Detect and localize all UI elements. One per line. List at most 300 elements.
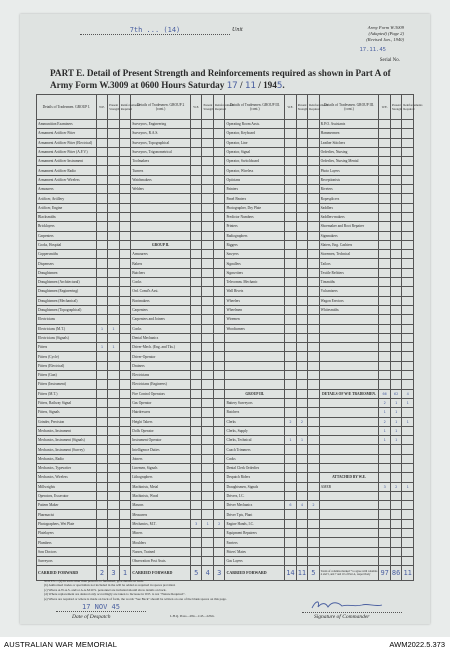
reinforcement-value <box>119 315 130 324</box>
we-value <box>190 231 201 240</box>
reinforcement-value <box>402 436 414 445</box>
we-value <box>96 445 107 454</box>
reinforcement-value <box>308 380 319 389</box>
we-value <box>379 157 390 166</box>
we-value <box>285 380 296 389</box>
present-value <box>296 482 307 491</box>
we-value <box>285 361 296 370</box>
we-value <box>379 547 390 556</box>
table-row <box>37 120 414 129</box>
we-value <box>285 287 296 296</box>
reinforcement-value <box>308 268 319 277</box>
title-month: 11 <box>244 79 256 91</box>
reinforcement-value <box>308 426 319 435</box>
trade-label: Machinists, Metal <box>131 482 191 491</box>
reinforcement-value <box>213 417 224 426</box>
we-value: 66 <box>379 389 390 398</box>
table-row <box>37 231 414 240</box>
present-value <box>390 315 401 324</box>
present-value <box>296 408 307 417</box>
we-value <box>379 343 390 352</box>
trade-label: Whitesmiths <box>319 305 379 314</box>
present-value <box>296 333 307 342</box>
present-value <box>202 473 213 482</box>
reinforcement-value <box>308 352 319 361</box>
trade-label: Draughtsmen, Signals <box>225 482 285 491</box>
trade-label: Surveyors, Trigonometrical <box>131 147 191 156</box>
reinforcement-value <box>402 259 414 268</box>
reinforcement-value <box>308 408 319 417</box>
reinforcement-value <box>119 231 130 240</box>
we-value <box>285 510 296 519</box>
present-value <box>108 315 119 324</box>
reinforcement-value <box>308 538 319 547</box>
we-value <box>285 556 296 565</box>
present-value <box>108 194 119 203</box>
table-row <box>37 491 414 500</box>
we-value <box>96 454 107 463</box>
reinforcement-value <box>119 436 130 445</box>
we-value <box>285 203 296 212</box>
present-value <box>296 250 307 259</box>
reinforcement-value <box>402 343 414 352</box>
reinforcement-value <box>213 250 224 259</box>
present-value: 1 <box>296 436 307 445</box>
trade-label: Opticians <box>225 175 285 184</box>
table-row <box>37 538 414 547</box>
present-value <box>108 389 119 398</box>
we-value <box>285 231 296 240</box>
we-value <box>379 175 390 184</box>
table-row <box>37 482 414 491</box>
we-value <box>96 547 107 556</box>
trade-label <box>225 371 285 380</box>
reinforcement-value <box>213 147 224 156</box>
we-value <box>379 333 390 342</box>
table-row <box>37 250 414 259</box>
reinforcement-value <box>213 398 224 407</box>
present-value <box>202 259 213 268</box>
we-value <box>96 473 107 482</box>
we-value <box>379 491 390 500</box>
trade-label: Operating Room Assts. <box>225 120 285 129</box>
reinforcement-value <box>402 538 414 547</box>
present-value <box>296 538 307 547</box>
cf-g4-we: 97 <box>379 566 390 581</box>
present-value <box>296 398 307 407</box>
reinforcement-value <box>402 222 414 231</box>
present-value <box>390 333 401 342</box>
present-value <box>108 463 119 472</box>
trade-label: Driver-Mech. (Eng. and Tks.) <box>131 343 191 352</box>
we-value <box>96 519 107 528</box>
we-value <box>285 491 296 500</box>
table-row <box>37 268 414 277</box>
trade-label: Sawyers <box>225 250 285 259</box>
present-value <box>296 556 307 565</box>
reinforcement-value <box>213 166 224 175</box>
date-stamp: 17.11.45 <box>359 47 386 53</box>
trade-label: Hairdressers <box>131 408 191 417</box>
present-value <box>390 231 401 240</box>
present-value <box>202 408 213 417</box>
we-value <box>96 408 107 417</box>
we-value <box>379 250 390 259</box>
we-value <box>379 352 390 361</box>
header-group1: Details of Tradesmen. GROUP I. <box>37 95 97 120</box>
we-value <box>96 296 107 305</box>
present-value <box>390 305 401 314</box>
trade-label: Gas Layers <box>225 556 285 565</box>
present-value <box>296 343 307 352</box>
part-e-title: PART E. Detail of Present Strength and Reinforcements required as shown in Part A of Army Form W.3009 at 0600 Hours Saturday 17 / 11 / 1945. <box>50 68 391 91</box>
reinforcement-value <box>402 194 414 203</box>
trade-label <box>131 212 191 221</box>
we-value <box>96 371 107 380</box>
reinforcement-value <box>402 352 414 361</box>
trade-label: Millwrights <box>37 482 97 491</box>
trade-label <box>319 445 379 454</box>
we-value <box>96 389 107 398</box>
we-value <box>190 259 201 268</box>
we-value <box>190 296 201 305</box>
we-value <box>379 240 390 249</box>
we-value <box>285 426 296 435</box>
reinforcement-value <box>308 473 319 482</box>
we-value <box>285 138 296 147</box>
we-value <box>96 463 107 472</box>
trade-label <box>319 380 379 389</box>
we-value <box>379 120 390 129</box>
reinforcement-value <box>402 296 414 305</box>
we-value <box>96 380 107 389</box>
cf-g1-present: 3 <box>108 566 119 581</box>
table-row <box>37 212 414 221</box>
present-value <box>390 259 401 268</box>
we-value <box>96 138 107 147</box>
reinforcement-value <box>402 333 414 342</box>
present-value <box>296 463 307 472</box>
we-value <box>96 185 107 194</box>
present-value <box>202 380 213 389</box>
reinforcement-value <box>308 556 319 565</box>
table-row <box>37 454 414 463</box>
trade-label <box>319 510 379 519</box>
trade-label: Toolmakers <box>131 157 191 166</box>
we-value <box>190 352 201 361</box>
trade-label: Wiremen <box>225 315 285 324</box>
trade-label: Intelligence Duties <box>131 445 191 454</box>
reinforcement-value <box>213 454 224 463</box>
table-row <box>37 259 414 268</box>
trade-label: Dolls Operator <box>131 426 191 435</box>
reinforcement-value <box>119 547 130 556</box>
reinforcement-value <box>119 296 130 305</box>
reinforcement-value <box>213 222 224 231</box>
present-value <box>296 454 307 463</box>
reinforcement-value <box>402 138 414 147</box>
we-value <box>190 371 201 380</box>
present-value <box>296 547 307 556</box>
present-value <box>108 398 119 407</box>
reinforcement-value <box>213 287 224 296</box>
reinforcement-value <box>213 194 224 203</box>
title-year: 194 <box>263 79 277 90</box>
present-value <box>108 454 119 463</box>
trade-label: GROUP II. <box>131 240 191 249</box>
we-value <box>285 305 296 314</box>
we-value <box>190 529 201 538</box>
trade-label: Surveyors, Topographical <box>131 138 191 147</box>
army-form-line3: (Revised Jan., 1940) <box>366 37 404 42</box>
trade-label: Operator, Signal <box>225 147 285 156</box>
we-value <box>285 120 296 129</box>
we-value: 1 <box>379 408 390 417</box>
reinforcement-value <box>402 315 414 324</box>
we-value <box>379 305 390 314</box>
we-value: 2 <box>285 417 296 426</box>
reinforcement-value <box>402 250 414 259</box>
we-value <box>285 482 296 491</box>
present-value <box>108 120 119 129</box>
trade-label: Fitters (Electrical) <box>37 361 97 370</box>
present-value <box>296 389 307 398</box>
we-value <box>190 315 201 324</box>
reinforcement-value <box>308 482 319 491</box>
trade-label: Engine Hands, I.C. <box>225 519 285 528</box>
trade-label: Leather Stitchers <box>319 138 379 147</box>
we-value <box>190 398 201 407</box>
trade-label: Surveyors <box>37 556 97 565</box>
trade-label: Surveyors, Engineering <box>131 120 191 129</box>
reinforcement-value <box>119 129 130 138</box>
present-value <box>296 352 307 361</box>
reinforcement-value <box>402 380 414 389</box>
we-value: 1 <box>285 436 296 445</box>
trade-label: Saddlers-makers <box>319 212 379 221</box>
we-value <box>285 538 296 547</box>
we-value <box>190 510 201 519</box>
we-value <box>96 398 107 407</box>
trade-label: Telecomm. Mechanic <box>225 278 285 287</box>
reinforcement-value <box>308 445 319 454</box>
present-value <box>108 352 119 361</box>
cf-g2-we: 5 <box>190 566 201 581</box>
we-value <box>379 473 390 482</box>
present-value <box>108 473 119 482</box>
trade-label: Draughtsmen (Architectural) <box>37 278 97 287</box>
reinforcement-value <box>119 138 130 147</box>
we-value <box>379 194 390 203</box>
present-value <box>296 120 307 129</box>
present-value <box>296 129 307 138</box>
present-value <box>390 296 401 305</box>
trade-label: Butchers <box>131 268 191 277</box>
trade-label: Plumbers <box>37 538 97 547</box>
reinforcement-value <box>308 454 319 463</box>
trade-label: Ammunition Examiners <box>37 120 97 129</box>
we-value <box>285 547 296 556</box>
trade-label: Carpenters <box>131 305 191 314</box>
unit-value: 7th ... (14) <box>80 26 230 35</box>
header-reinf: Reinforcements Required <box>308 95 319 120</box>
we-value <box>190 361 201 370</box>
present-value: 1 <box>108 343 119 352</box>
reinforcement-value <box>213 408 224 417</box>
trade-label: Measurers <box>131 510 191 519</box>
reinforcement-value <box>213 436 224 445</box>
note-line: (c) Where A.W.A.S. and/or A.A.M.W.S. personnel are included should show details on back. <box>44 587 167 592</box>
header-present: Present Strength <box>202 95 213 120</box>
present-value <box>108 166 119 175</box>
we-value <box>379 222 390 231</box>
we-value <box>379 361 390 370</box>
trade-label <box>225 361 285 370</box>
header-we: W.E. <box>190 95 201 120</box>
reinforcement-value <box>308 259 319 268</box>
we-value <box>285 166 296 175</box>
reinforcement-value <box>119 343 130 352</box>
reinforcement-value <box>213 343 224 352</box>
trade-label: Slaters, Eng. Cashiers <box>319 240 379 249</box>
trade-label <box>319 519 379 528</box>
header-present: Present Strength <box>296 95 307 120</box>
reinforcement-value <box>119 482 130 491</box>
we-value <box>379 268 390 277</box>
trade-label: Armament Artificer Radio <box>37 166 97 175</box>
present-value <box>390 157 401 166</box>
trade-label <box>131 231 191 240</box>
we-value <box>96 491 107 500</box>
trade-label: Driver Tpts, Plant <box>225 510 285 519</box>
present-value <box>296 175 307 184</box>
reinforcement-value <box>402 491 414 500</box>
reinforcement-value <box>213 426 224 435</box>
we-value <box>96 194 107 203</box>
reinforcement-value <box>402 454 414 463</box>
we-value <box>96 120 107 129</box>
trade-label: Cooks, Hospital <box>37 240 97 249</box>
we-value <box>379 296 390 305</box>
we-value <box>96 538 107 547</box>
trade-label: Wheelers <box>225 296 285 305</box>
reinforcement-value <box>402 426 414 435</box>
present-value <box>108 482 119 491</box>
present-value <box>108 519 119 528</box>
present-value <box>390 222 401 231</box>
we-value <box>379 324 390 333</box>
trade-label: Operator, Wireless <box>225 166 285 175</box>
present-value <box>390 519 401 528</box>
cf-g3-present: 11 <box>296 566 307 581</box>
trade-label: Butchers <box>225 408 285 417</box>
trade-label <box>319 361 379 370</box>
present-value <box>296 426 307 435</box>
present-value <box>108 380 119 389</box>
trade-label: Mechanics, Instrument (Survey) <box>37 445 97 454</box>
trade-label: Vulcanizers <box>319 287 379 296</box>
table-row <box>37 463 414 472</box>
reinforcement-value <box>213 259 224 268</box>
trade-label: Platelayers <box>37 529 97 538</box>
we-value: 2 <box>379 417 390 426</box>
reinforcement-value <box>308 529 319 538</box>
we-value <box>379 454 390 463</box>
reinforcement-value <box>308 371 319 380</box>
reinforcement-value <box>213 231 224 240</box>
present-value <box>202 147 213 156</box>
trade-label: Fitters, Signals <box>37 408 97 417</box>
table-row <box>37 436 414 445</box>
reinforcement-value <box>308 333 319 342</box>
present-value <box>296 212 307 221</box>
trade-label: Electricians <box>37 315 97 324</box>
we-value <box>379 519 390 528</box>
cf-g3-reinf: 5 <box>308 566 319 581</box>
header-we: W.E. <box>96 95 107 120</box>
table-row <box>37 408 414 417</box>
trade-label: Carpenters <box>37 231 97 240</box>
cf-g1-we: 2 <box>96 566 107 581</box>
we-value <box>96 231 107 240</box>
we-value <box>379 287 390 296</box>
trade-label <box>319 408 379 417</box>
present-value <box>108 371 119 380</box>
trade-label: Armourers <box>37 185 97 194</box>
present-value <box>202 305 213 314</box>
trade-label: Pattern Maker <box>37 501 97 510</box>
present-value <box>108 259 119 268</box>
table-row <box>37 380 414 389</box>
note-line: NOTES.—(a) In each other than person's to furnished, give details on back. <box>44 579 144 583</box>
present-value <box>390 371 401 380</box>
reinforcement-value <box>402 463 414 472</box>
we-value <box>285 194 296 203</box>
present-value <box>202 371 213 380</box>
trade-label: Equipment Repairers <box>225 529 285 538</box>
reinforcement-value <box>308 305 319 314</box>
reinforcement-value <box>308 436 319 445</box>
reinforcement-value <box>119 398 130 407</box>
trade-label: Predictor Numbers <box>225 212 285 221</box>
reinforcement-value <box>213 175 224 184</box>
present-value <box>390 147 401 156</box>
we-value <box>190 240 201 249</box>
trade-label <box>131 194 191 203</box>
reinforcement-value <box>119 380 130 389</box>
we-value <box>190 547 201 556</box>
we-value <box>379 138 390 147</box>
we-value <box>190 473 201 482</box>
present-value <box>202 436 213 445</box>
trade-label <box>319 324 379 333</box>
trade-label: Draughtsmen <box>37 268 97 277</box>
present-value <box>108 147 119 156</box>
present-value <box>390 343 401 352</box>
reinforcement-value <box>308 157 319 166</box>
we-value <box>285 463 296 472</box>
trade-label: Turners <box>131 166 191 175</box>
reinforcement-value <box>119 157 130 166</box>
we-value: 1 <box>96 343 107 352</box>
table-row <box>37 194 414 203</box>
reinforcement-value <box>119 417 130 426</box>
trade-label: Armament Artificer Fitter (Electrical) <box>37 138 97 147</box>
trade-label: Linemen, Signals <box>131 463 191 472</box>
header-reinf: Reinforcements Required <box>119 95 130 120</box>
table-row <box>37 371 414 380</box>
present-value <box>390 361 401 370</box>
